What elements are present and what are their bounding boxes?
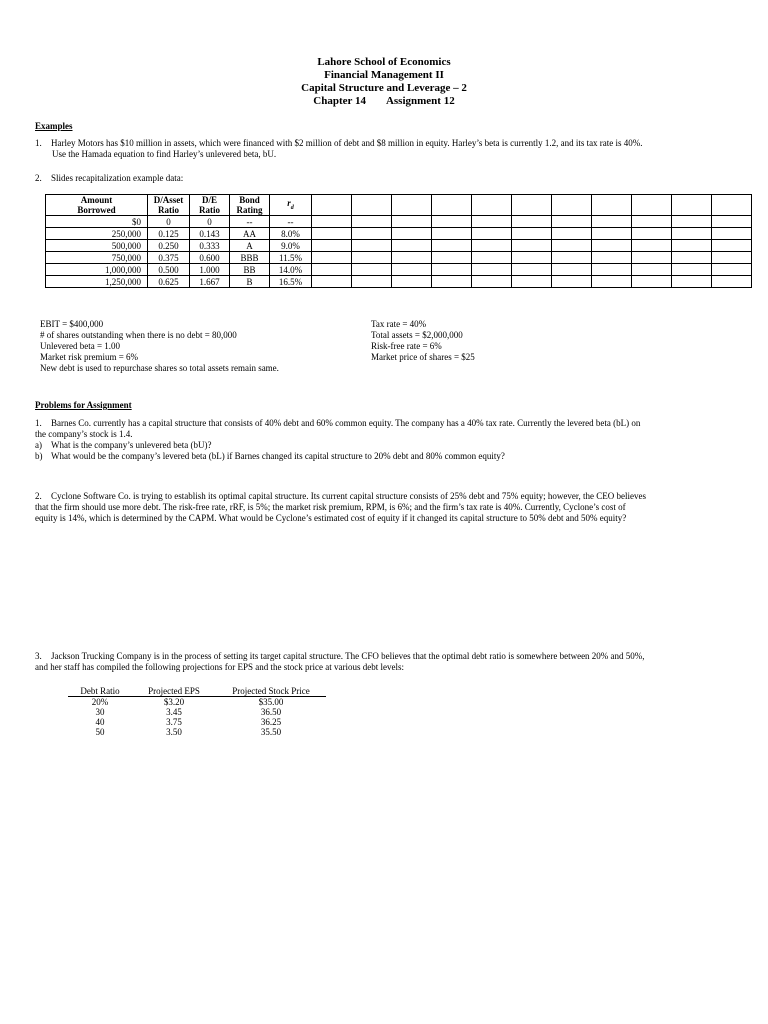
problem-3-line2: and her staff has compiled the following projections for EPS and the stock price at various debt levels: xyxy=(35,662,404,672)
empty-cell xyxy=(632,216,672,228)
empty-cell xyxy=(432,252,472,264)
cell-debt-ratio: 40 xyxy=(95,717,105,727)
cell-debt-ratio: 30 xyxy=(95,707,105,717)
empty-cell xyxy=(592,264,632,276)
cell-amount: 500,000 xyxy=(46,240,148,252)
empty-cell xyxy=(672,228,712,240)
empty-cell xyxy=(632,264,672,276)
assumption-new-debt: New debt is used to repurchase shares so total assets remain same. xyxy=(40,363,279,373)
cell-d-asset: 0.500 xyxy=(148,264,190,276)
header-amount-borrowed: Amount Borrowed xyxy=(46,195,148,216)
empty-cell xyxy=(632,240,672,252)
header-projected-stock-price: Projected Stock Price xyxy=(216,686,326,697)
assumption-unlevered-beta: Unlevered beta = 1.00 xyxy=(40,341,121,351)
topic-title: Capital Structure and Leverage – 2 xyxy=(301,82,467,94)
cell-amount: $0 xyxy=(46,216,148,228)
empty-cell xyxy=(552,216,592,228)
empty-cell xyxy=(512,228,552,240)
cell-rating: BB xyxy=(230,264,270,276)
cell-rd: 9.0% xyxy=(270,240,312,252)
table-row xyxy=(46,240,752,252)
table-row xyxy=(68,707,326,717)
cell-amount: 250,000 xyxy=(46,228,148,240)
empty-cell xyxy=(592,276,632,288)
empty-cell xyxy=(712,252,752,264)
eps-table-header-row xyxy=(68,686,326,697)
empty-cell xyxy=(472,264,512,276)
empty-cell xyxy=(352,276,392,288)
empty-cell xyxy=(632,252,672,264)
assumption-tax-rate: Tax rate = 40% xyxy=(371,319,427,329)
problem-1-line2: the company’s stock is 1.4. xyxy=(35,429,133,439)
cell-d-e: 0.333 xyxy=(190,240,230,252)
table-row xyxy=(46,228,752,240)
empty-cell xyxy=(472,216,512,228)
header-bond-rating: Bond Rating xyxy=(230,195,270,216)
empty-cell xyxy=(552,276,592,288)
empty-cell xyxy=(512,252,552,264)
problem-1-number: 1. xyxy=(35,418,42,428)
example-2-text: Slides recapitalization example data: xyxy=(51,173,184,183)
table-row xyxy=(46,264,752,276)
problem-1-line1: Barnes Co. currently has a capital structure that consists of 40% debt and 60% common equity. The company has a 40% tax rate. Currently the levered beta (bL) on xyxy=(51,418,641,428)
cell-rd: 8.0% xyxy=(270,228,312,240)
empty-cell xyxy=(632,195,672,216)
cell-rd: -- xyxy=(270,216,312,228)
chapter-label: Chapter 14 xyxy=(313,95,366,107)
problem-1 xyxy=(35,418,705,462)
cell-stock-price: 35.50 xyxy=(260,727,282,737)
empty-cell xyxy=(712,228,752,240)
problem-2-line3: equity is 14%, which is determined by the CAPM. What would be Cyclone’s estimated cost of equity if it changed its capital structure to 50% debt and 50% equity? xyxy=(35,513,627,523)
cell-d-e: 0 xyxy=(190,216,230,228)
table-row xyxy=(68,697,326,708)
empty-cell xyxy=(312,216,352,228)
empty-cell xyxy=(592,240,632,252)
empty-cell xyxy=(312,264,352,276)
cell-stock-price: 36.50 xyxy=(260,707,282,717)
table-row xyxy=(46,216,752,228)
example-1 xyxy=(35,138,705,160)
table-row xyxy=(68,727,326,737)
cell-rd: 16.5% xyxy=(270,276,312,288)
empty-cell xyxy=(672,264,712,276)
header-debt-asset-ratio: D/Asset Ratio xyxy=(148,195,190,216)
problem-1a-label: a) xyxy=(35,440,42,450)
empty-cell xyxy=(432,276,472,288)
empty-cell xyxy=(632,276,672,288)
empty-cell xyxy=(392,264,432,276)
recapitalization-table xyxy=(45,194,752,288)
cell-eps: 3.75 xyxy=(166,717,182,727)
empty-cell xyxy=(432,195,472,216)
empty-cell xyxy=(712,240,752,252)
cell-rating: B xyxy=(230,276,270,288)
empty-cell xyxy=(352,240,392,252)
empty-cell xyxy=(352,228,392,240)
empty-cell xyxy=(552,240,592,252)
empty-cell xyxy=(312,276,352,288)
empty-cell xyxy=(432,264,472,276)
assumption-market-risk: Market risk premium = 6% xyxy=(40,352,139,362)
header-projected-eps: Projected EPS xyxy=(132,686,216,697)
table-row xyxy=(46,276,752,288)
cell-rating: BBB xyxy=(230,252,270,264)
empty-cell xyxy=(632,228,672,240)
cell-rating: -- xyxy=(230,216,270,228)
assumption-risk-free: Risk-free rate = 6% xyxy=(371,341,442,351)
cell-d-asset: 0.625 xyxy=(148,276,190,288)
empty-cell xyxy=(592,252,632,264)
recap-table-header-row xyxy=(46,195,752,216)
cell-stock-price: $35.00 xyxy=(258,697,284,707)
problem-2-number: 2. xyxy=(35,491,42,501)
cell-rating: A xyxy=(230,240,270,252)
cell-d-asset: 0.250 xyxy=(148,240,190,252)
empty-cell xyxy=(472,228,512,240)
cell-d-asset: 0 xyxy=(148,216,190,228)
assumption-total-assets: Total assets = $2,000,000 xyxy=(371,330,463,340)
header-cost-of-debt: $r_d$ xyxy=(270,195,312,216)
empty-cell xyxy=(712,276,752,288)
cell-d-asset: 0.125 xyxy=(148,228,190,240)
cell-eps: $3.20 xyxy=(163,697,185,707)
empty-cell xyxy=(552,264,592,276)
cell-rd: 11.5% xyxy=(270,252,312,264)
example-2-number: 2. xyxy=(35,173,42,183)
cell-d-e: 1.000 xyxy=(190,264,230,276)
cell-d-e: 0.143 xyxy=(190,228,230,240)
cell-amount: 1,000,000 xyxy=(46,264,148,276)
problem-1b-text: What would be the company’s levered beta (bL) if Barnes changed its capital structure to 20% debt and 80% common equity? xyxy=(51,451,505,461)
empty-cell xyxy=(472,252,512,264)
cell-d-asset: 0.375 xyxy=(148,252,190,264)
empty-cell xyxy=(432,216,472,228)
empty-cell xyxy=(312,240,352,252)
empty-cell xyxy=(592,195,632,216)
empty-cell xyxy=(712,195,752,216)
empty-cell xyxy=(352,216,392,228)
empty-cell xyxy=(432,228,472,240)
problem-3 xyxy=(35,651,705,673)
empty-cell xyxy=(672,216,712,228)
empty-cell xyxy=(392,216,432,228)
empty-cell xyxy=(392,252,432,264)
empty-cell xyxy=(672,276,712,288)
cell-amount: 1,250,000 xyxy=(46,276,148,288)
example-1-text-line2: Use the Hamada equation to find Harley’s unlevered beta, bU. xyxy=(52,149,277,159)
empty-cell xyxy=(512,240,552,252)
example-1-number: 1. xyxy=(35,138,42,148)
empty-cell xyxy=(432,240,472,252)
assumption-shares: # of shares outstanding when there is no debt = 80,000 xyxy=(40,330,237,340)
empty-cell xyxy=(552,228,592,240)
document-title-block xyxy=(0,56,768,108)
empty-cell xyxy=(592,216,632,228)
problems-heading: Problems for Assignment xyxy=(35,400,132,410)
problem-3-line1: Jackson Trucking Company is in the process of setting its target capital structure. The CFO believes that the optimal debt ratio is somewhere between 20% and 50%, xyxy=(51,651,645,661)
table-row xyxy=(68,717,326,727)
empty-cell xyxy=(672,240,712,252)
empty-cell xyxy=(712,216,752,228)
cell-d-e: 0.600 xyxy=(190,252,230,264)
cell-rd: 14.0% xyxy=(270,264,312,276)
cell-d-e: 1.667 xyxy=(190,276,230,288)
school-name: Lahore School of Economics xyxy=(317,56,451,68)
empty-cell xyxy=(512,276,552,288)
empty-cell xyxy=(352,264,392,276)
assumptions-right xyxy=(371,319,475,363)
problem-2 xyxy=(35,491,705,524)
empty-cell xyxy=(512,195,552,216)
problem-2-line1: Cyclone Software Co. is trying to establish its optimal capital structure. Its current capital structure consists of 25% debt and 75% equity; however, the CEO believes xyxy=(51,491,646,501)
cell-rating: AA xyxy=(230,228,270,240)
empty-cell xyxy=(472,240,512,252)
cell-amount: 750,000 xyxy=(46,252,148,264)
empty-cell xyxy=(312,228,352,240)
empty-cell xyxy=(352,252,392,264)
empty-cell xyxy=(512,216,552,228)
assignment-label: Assignment 12 xyxy=(385,95,455,107)
empty-cell xyxy=(592,228,632,240)
empty-cell xyxy=(472,276,512,288)
header-debt-ratio: Debt Ratio xyxy=(68,686,132,697)
empty-cell xyxy=(672,252,712,264)
empty-cell xyxy=(392,276,432,288)
cell-debt-ratio: 20% xyxy=(91,697,109,707)
assumptions-left xyxy=(40,319,279,374)
eps-projection-table xyxy=(68,686,326,737)
empty-cell xyxy=(352,195,392,216)
empty-cell xyxy=(552,252,592,264)
problem-2-line2: that the firm should use more debt. The risk-free rate, rRF, is 5%; the market risk premium, RPM, is 6%; and the firm’s tax rate is 40%. Currently, Cyclone’s cost of xyxy=(35,502,626,512)
empty-cell xyxy=(512,264,552,276)
cell-debt-ratio: 50 xyxy=(95,727,105,737)
example-1-text-line1: Harley Motors has $10 million in assets, which were financed with $2 million of debt and $8 million in equity. Harley’s beta is currently 1.2, and its tax rate is 40%. xyxy=(51,138,643,148)
problem-1a-text: What is the company’s unlevered beta (bU)? xyxy=(51,440,212,450)
empty-cell xyxy=(392,240,432,252)
empty-cell xyxy=(312,195,352,216)
cell-eps: 3.50 xyxy=(166,727,182,737)
header-debt-equity-ratio: D/E Ratio xyxy=(190,195,230,216)
problem-1b-label: b) xyxy=(35,451,43,461)
cell-stock-price: 36.25 xyxy=(260,717,282,727)
empty-cell xyxy=(712,264,752,276)
assumption-ebit: EBIT = $400,000 xyxy=(40,319,104,329)
problem-3-number: 3. xyxy=(35,651,42,661)
empty-cell xyxy=(392,195,432,216)
empty-cell xyxy=(312,252,352,264)
empty-cell xyxy=(672,195,712,216)
example-2 xyxy=(35,173,705,184)
assumption-share-price: Market price of shares = $25 xyxy=(371,352,475,362)
chapter-assignment-line xyxy=(0,95,768,108)
empty-cell xyxy=(472,195,512,216)
empty-cell xyxy=(392,228,432,240)
cell-eps: 3.45 xyxy=(166,707,182,717)
course-name: Financial Management II xyxy=(324,69,444,81)
empty-cell xyxy=(552,195,592,216)
examples-heading: Examples xyxy=(35,121,73,131)
table-row xyxy=(46,252,752,264)
